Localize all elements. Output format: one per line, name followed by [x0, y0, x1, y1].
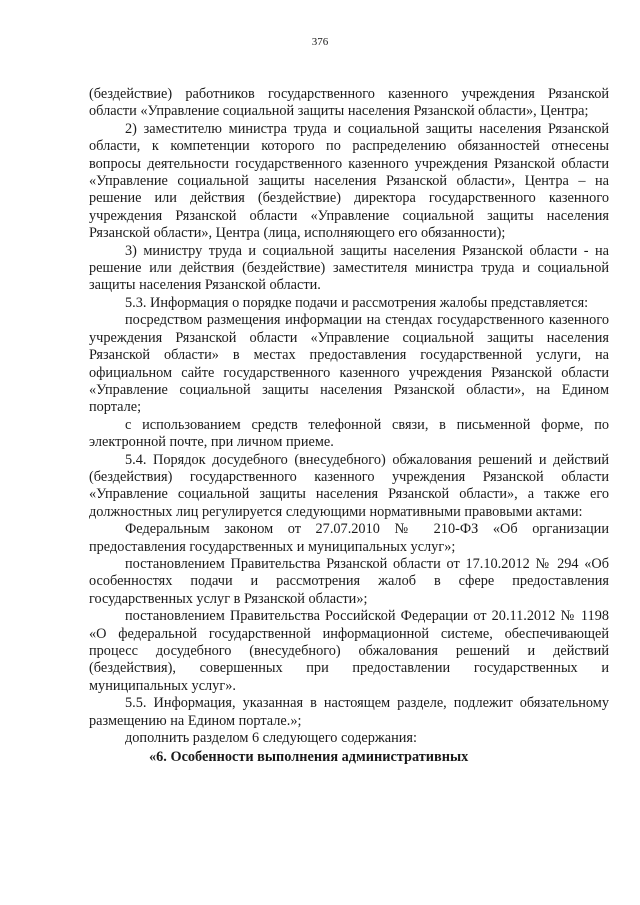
paragraph-11: 5.5. Информация, указанная в настоящем разделе, подлежит обязательному размещению на Едином портале.»;: [89, 695, 609, 729]
paragraph-10: постановлением Правительства Российской Федерации от 20.11.2012 № 1198 «О федеральной государственной информационной системе, обеспечивающей процесс досудебного (внесудебного) обжалования решений и действий (бездействия), совершенных при предоставлении государственных и муниципальных услуг».: [89, 608, 609, 694]
document-body: [89, 86, 609, 767]
paragraph-1: (бездействие) работников государственного казенного учреждения Рязанской области «Управление социальной защиты населения Рязанской области», Центра;: [89, 86, 609, 120]
paragraph-3: 3) министру труда и социальной защиты населения Рязанской области - на решение или действия (бездействие) заместителя министра труда и социальной защиты населения Рязанской области.: [89, 242, 609, 294]
paragraph-4: 5.3. Информация о порядке подачи и рассмотрения жалобы представляется:: [125, 294, 589, 311]
section-heading: «6. Особенности выполнения административных: [149, 749, 469, 766]
paragraph-12: дополнить разделом 6 следующего содержания:: [125, 730, 417, 747]
paragraph-7: 5.4. Порядок досудебного (внесудебного) обжалования решений и действий (бездействия) государственного казенного учреждения Рязанской области «Управление социальной защиты населения Рязанской области», а также его должностных лиц регулируется следующими нормативными правовыми актами:: [89, 451, 609, 520]
paragraph-8: Федеральным законом от 27.07.2010 № 210-ФЗ «Об организации предоставления государственных и муниципальных услуг»;: [89, 521, 609, 555]
page-number: 376: [311, 36, 329, 48]
paragraph-9: постановлением Правительства Рязанской области от 17.10.2012 № 294 «Об особенностях подачи и рассмотрения жалоб в сфере предоставления государственных услуг в Рязанской области»;: [89, 555, 609, 607]
paragraph-2: 2) заместителю министра труда и социальной защиты населения Рязанской области, к компетенции которого по распределению обязанностей отнесены вопросы деятельности государственного казенного учреждения Рязанской области «Управление социальной защиты населения Рязанской области», Центра – на решение или действия (бездействие) директора государственного казенного учреждения Рязанской области «Управление социальной защиты населения Рязанской области», Центра (лица, исполняющего его обязанности);: [89, 120, 609, 242]
paragraph-5: посредством размещения информации на стендах государственного казенного учреждения Рязанской области «Управление социальной защиты населения Рязанской области» в местах предоставления государственной услуги, на официальном сайте государственного казенного учреждения Рязанской области «Управление социальной защиты населения Рязанской области», на Едином портале;: [89, 312, 609, 416]
paragraph-6: с использованием средств телефонной связи, в письменной форме, по электронной почте, при личном приеме.: [89, 416, 609, 451]
